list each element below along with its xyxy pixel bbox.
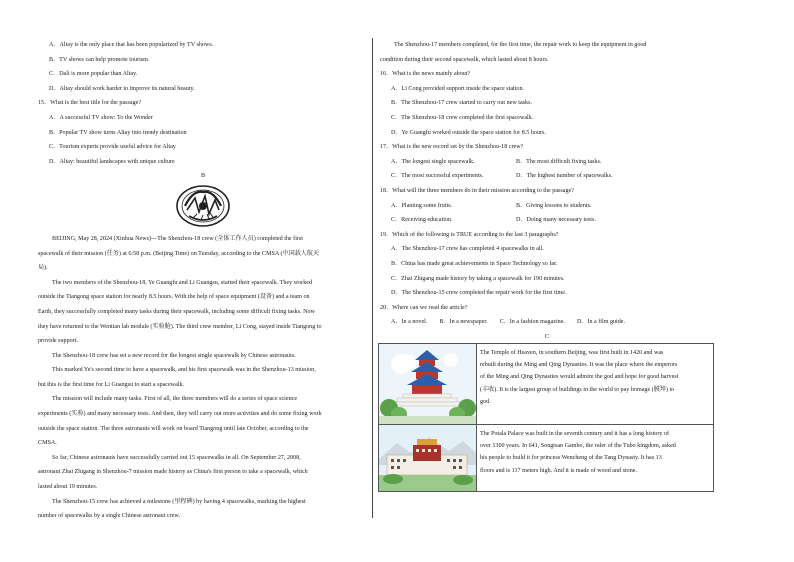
answer-option: D．Doing many necessary tests. <box>516 217 596 224</box>
answer-option: D．The Shenzhou-15 crew completed the repair work for the first time. <box>391 290 567 297</box>
text-line: The Shenzhou-15 crew has achieved a milestone (里程碑) by having 4 spacewalks, marking the highest <box>52 498 306 505</box>
text-line: The mission will include many tasks. First of all, the three members will do a series of space science <box>52 396 298 403</box>
text-line: 15．What is the best title for the passage? <box>38 100 142 107</box>
answer-option: C．In a fashion magazine. <box>499 319 565 326</box>
text-line: condition during their second spacewalk, which lasted about 8 hours. <box>380 56 549 63</box>
column-divider <box>372 38 373 518</box>
answer-option: C．Receiving education. <box>391 217 453 224</box>
text-line: A．A successful TV show: To the Wonder <box>49 114 153 121</box>
left-article-block <box>38 232 368 524</box>
text-line: C．Tourism experts provide useful advice for Altay <box>49 144 176 151</box>
text-line: provide support. <box>38 338 78 345</box>
landmarks-table <box>378 343 714 492</box>
text-line: So far, Chinese astronauts have successfully carried out 15 spacewalks in all. On September 27, 2008, <box>52 454 301 461</box>
text-line: The two members of the Shenzhou-18, Ye Guangfu and Li Guangsu, started their spacewalk. They worked <box>52 279 312 286</box>
answer-option: A．Planting some fruits. <box>391 202 453 209</box>
text-line: outside the space station. The three astronauts will work on board Tiangong until late October, according to the <box>38 425 309 432</box>
table-cell-line: of the Ming and Qing Dynasties would admire the god and hope for good harvest <box>480 374 679 381</box>
text-line: This marked Ye's second time to have a spacewalk, and his first spacewalk was in the Shenzhou-13 mission, <box>52 367 316 374</box>
text-line: but this is the first time for Li Guangsu to start a spacewalk. <box>38 381 185 388</box>
question-19-options <box>380 242 714 300</box>
table-cell-line: The Potala Palace was built in the seventh century and it has a long history of <box>480 431 670 437</box>
answer-option: D．Ye Guangfu worked outside the space station for 8.5 hours. <box>391 129 546 136</box>
table-cell-line: The Temple of Heaven, in southern Beijing, was first built in 1420 and was <box>480 350 664 356</box>
answer-option: B．Giving lessons to students. <box>516 202 592 209</box>
answer-option-row <box>380 169 714 184</box>
question-18-options <box>380 199 714 228</box>
section-b-heading: B <box>200 173 206 180</box>
answer-option-row <box>380 155 714 170</box>
answer-option: B．China has made great achievements in Space Technology so far. <box>391 260 558 267</box>
text-line: C．Dali is more popular than Altay. <box>49 71 138 78</box>
left-column <box>38 38 368 524</box>
text-line: D．Altay: beautiful landscapes with unique culture <box>49 158 175 165</box>
answer-option: D．In a film guide. <box>576 319 626 326</box>
space-program-emblem-icon <box>175 184 231 228</box>
left-top-block <box>38 38 368 169</box>
text-line: CMSA. <box>38 440 57 447</box>
answer-option: A．Li Cong provided support inside the space station. <box>391 85 525 92</box>
seal-wrap <box>38 184 368 228</box>
temple-of-heaven-icon <box>379 344 476 424</box>
text-line: B．TV shows can help promote tourism. <box>49 56 150 63</box>
answer-option: C．The most successful experiments. <box>391 173 484 180</box>
text-line: D．Altay should work harder to improve its natural beauty. <box>49 85 195 92</box>
potala-palace-icon <box>379 425 476 491</box>
table-cell-line: over 1300 years. In 641, Songtsan Gambo, the ruler of the Tubo kingdom, asked <box>480 443 676 450</box>
right-intro-block <box>380 38 714 67</box>
question-18: 18．What will the three members do in their mission according to the passage? <box>380 187 574 194</box>
table-row <box>379 344 713 425</box>
text-line: spacewalk of their mission (任务) at 6:58 p.m. (Beijing Time) on Tuesday, according to the CMSA (中国载人航天 <box>38 250 320 257</box>
answer-option-row <box>380 213 714 228</box>
question-17: 17．What is the new record set by the Shenzhou-18 crew? <box>380 144 524 151</box>
question-20-options <box>380 315 714 330</box>
table-cell-line: rebuilt during the Ming and Qing Dynasties. It was the place where the emperors <box>480 362 678 369</box>
text-line: 局). <box>38 265 48 272</box>
text-line: astronaut Zhai Zhigang in Shenzhou-7 mission made history as China's first person to take a spacewalk, which <box>38 469 308 476</box>
text-line: number of spacewalks by a single Chinese astronaut crew. <box>38 513 180 520</box>
question-20: 20．Where can we read the article? <box>380 304 468 311</box>
text-line: A．Altay is the only place that has been popularized by TV shows. <box>49 42 214 48</box>
section-c-heading: C <box>544 333 550 340</box>
question-16-options <box>380 82 714 140</box>
table-row <box>379 425 713 491</box>
text-line: The Shenzhou-18 crew has set a new record for the longest single spacewalk by Chinese astronauts. <box>52 352 296 359</box>
text-line: lasted about 19 minutes. <box>38 484 98 491</box>
table-cell-line: (丰收). It is the largest group of buildings in the world to pay homage (膜拜) to <box>480 386 675 393</box>
text-line: outside the Tiangong space station for nearly 8.5 hours. With the help of space equipment (设备) and a team on <box>38 294 310 301</box>
answer-option: B．The most difficult fixing tasks. <box>516 158 602 165</box>
answer-option: A．The Shenzhou-17 crew has completed 4 spacewalks in all. <box>391 246 544 253</box>
table-cell-line: god. <box>480 398 491 405</box>
right-column <box>380 38 714 344</box>
answer-option: B．In a newspaper. <box>439 319 488 326</box>
question-19: 19．Which of the following is TRUE according to the last 3 paragraphs? <box>380 231 559 238</box>
question-17-options <box>380 155 714 184</box>
answer-option: D．The highest number of spacewalks. <box>516 173 613 180</box>
text-line: BEIJING, May 28, 2024 (Xinhua News)—The Shenzhou-18 crew (全体工作人员) completed the first <box>52 235 303 242</box>
answer-option-row <box>380 199 714 214</box>
text-line: The Shenzhou-17 members completed, for the first time, the repair work to keep the equipment in good <box>394 42 647 48</box>
temple-of-heaven-image <box>379 344 477 424</box>
table-cell-line: his people to build it for princess Wencheng of the Tang Dynasty. It has 13 <box>480 455 662 462</box>
answer-option: A．The longest single spacewalk. <box>391 158 475 165</box>
answer-option: A．In a novel. <box>391 319 428 326</box>
text-line: Earth, they successfully completed many tasks during their spacewalk, including some difficult fixing tasks. Now <box>38 308 315 315</box>
potala-palace-image <box>379 425 477 491</box>
answer-option: C．Zhai Zhigang made history by taking a spacewalk for 190 minutes. <box>391 275 565 282</box>
text-line: experiments (实验) and many necessary tests. And then, they will carry out more activities and do some fixing work <box>38 411 322 418</box>
answer-option: B．The Shenzhou-17 crew started to carry out new tasks. <box>391 100 532 107</box>
potala-palace-text <box>480 428 710 477</box>
text-line: B．Popular TV show turns Altay into trendy destination <box>49 129 187 136</box>
text-line: they have returned to the Wentian lab module (实验舱). The third crew member, Li Cong, stayed inside Tiangong to <box>38 323 322 330</box>
temple-of-heaven-text <box>480 347 710 408</box>
answer-option: C．The Shenzhou-18 crew completed the first spacewalk. <box>391 114 534 121</box>
table-cell-line: floors and is 117 meters high. And it is made of wood and stone. <box>480 467 638 474</box>
question-16: 16．What is the news mainly about? <box>380 71 471 78</box>
